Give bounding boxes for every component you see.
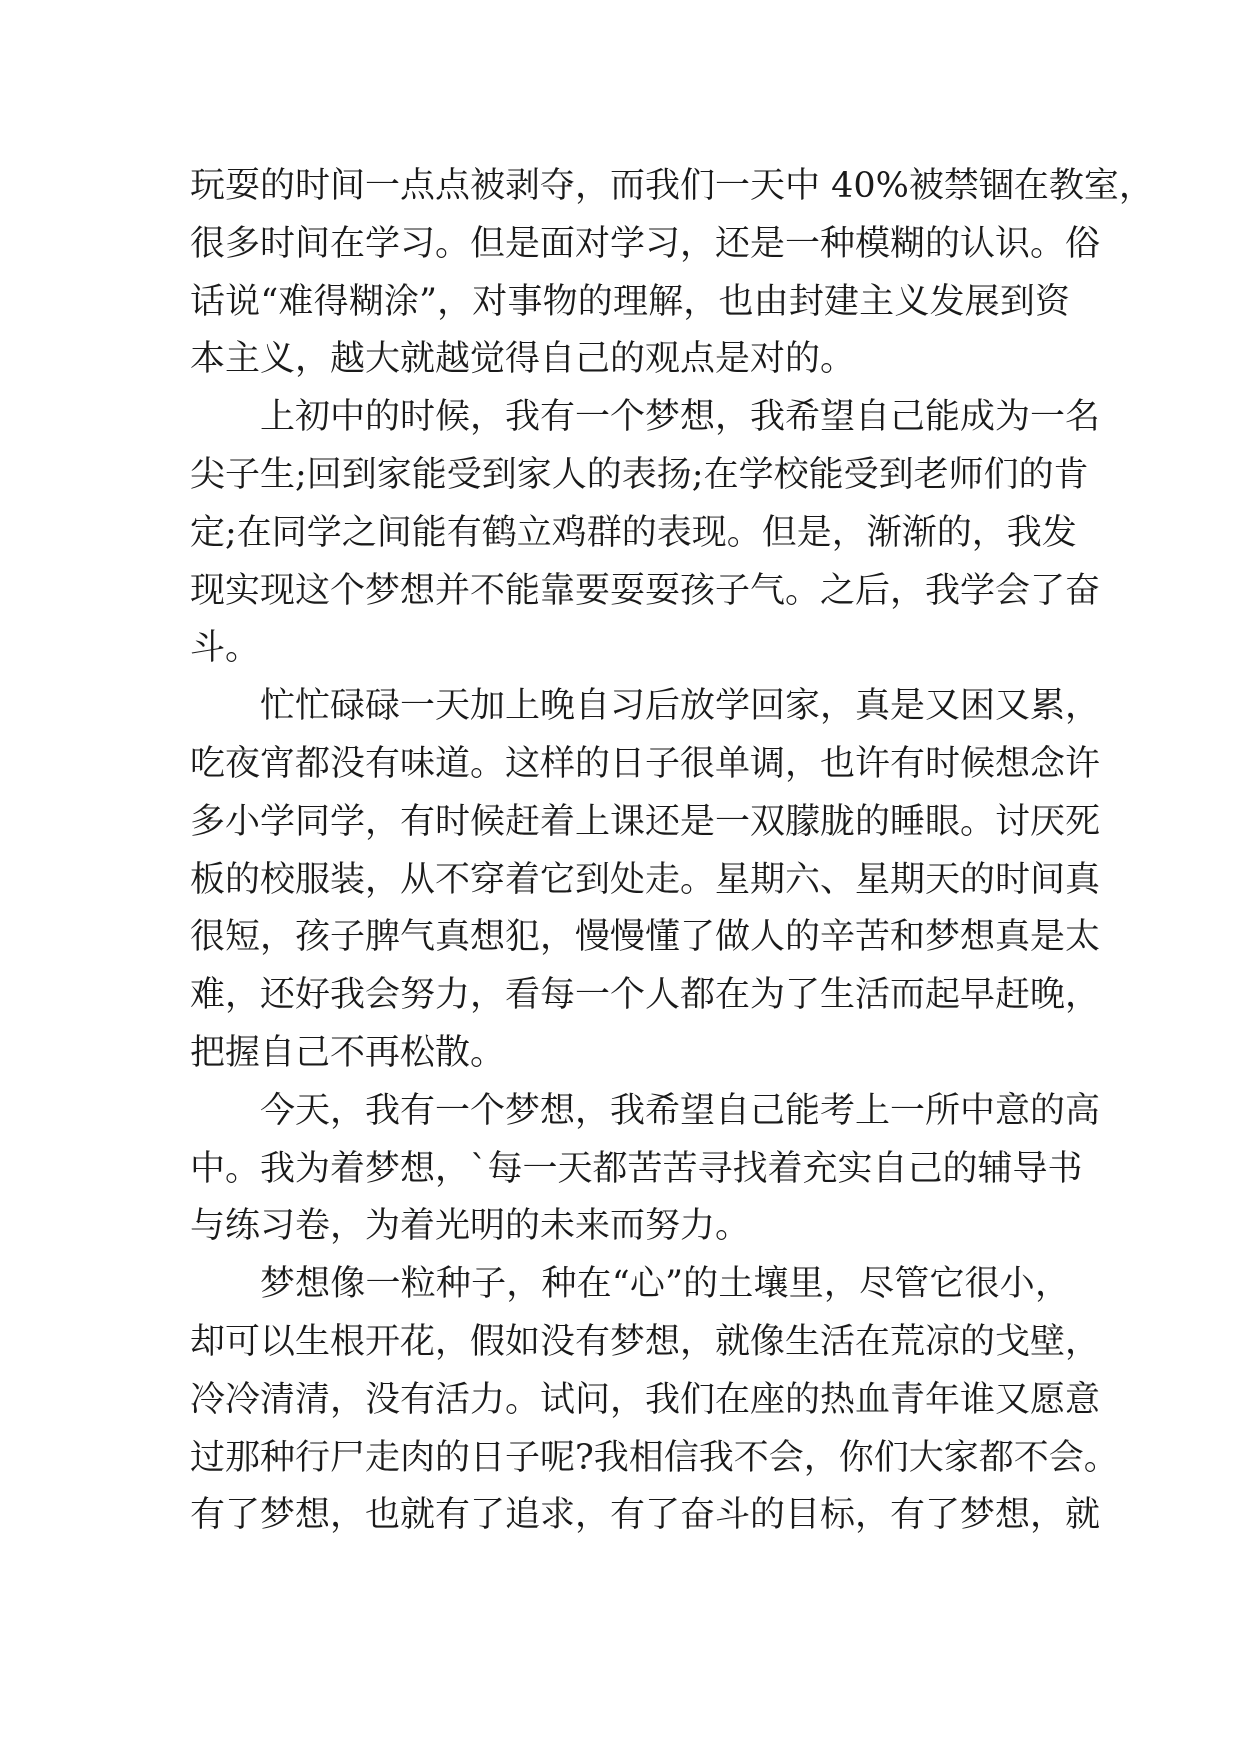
text-line: 多小学同学，有时候赶着上课还是一双朦胧的睡眼。讨厌死 (190, 801, 1101, 842)
text-line: 上初中的时候，我有一个梦想，我希望自己能成为一名 (260, 397, 1101, 438)
text-line: 难，还好我会努力，看每一个人都在为了生活而起早赶晚， (190, 975, 1101, 1016)
text-line: 忙忙碌碌一天加上晚自习后放学回家，真是又困又累， (260, 686, 1101, 727)
text-line: 过那种行尸走肉的日子呢?我相信我不会，你们大家都不会。 (190, 1437, 1119, 1478)
text-line: 很短，孩子脾气真想犯，慢慢懂了做人的辛苦和梦想真是太 (190, 917, 1101, 958)
text-line: 玩耍的时间一点点被剥夺，而我们一天中 40%被禁锢在教室， (190, 166, 1154, 206)
document-body (190, 158, 1154, 1545)
text-line: 今天，我有一个梦想，我希望自己能考上一所中意的高 (260, 1090, 1101, 1131)
text-line: 与练习卷，为着光明的未来而努力。 (190, 1206, 751, 1247)
text-line: 板的校服装，从不穿着它到处走。星期六、星期天的时间真 (190, 859, 1101, 900)
text-line: 吃夜宵都没有味道。这样的日子很单调，也许有时候想念许 (190, 743, 1101, 784)
text-line: 有了梦想，也就有了追求，有了奋斗的目标，有了梦想，就 (190, 1495, 1101, 1536)
text-line: 梦想像一粒种子，种在“心”的土壤里，尽管它很小， (260, 1264, 1070, 1305)
text-line: 斗。 (190, 628, 261, 669)
paragraph (190, 389, 1101, 678)
text-line: 尖子生;回到家能受到家人的表扬;在学校能受到老师们的肯 (190, 454, 1089, 495)
paragraph (190, 1083, 1101, 1256)
paragraph (190, 678, 1101, 1083)
text-line: 却可以生根开花，假如没有梦想，就像生活在荒凉的戈壁， (190, 1321, 1101, 1362)
text-line: 很多时间在学习。但是面对学习，还是一种模糊的认识。俗 (190, 223, 1101, 264)
text-line: 把握自己不再松散。 (190, 1032, 506, 1073)
text-line: 冷冷清清，没有活力。试问，我们在座的热血青年谁又愿意 (190, 1379, 1101, 1420)
text-line: 中。我为着梦想，`每一天都苦苦寻找着充实自己的辅导书 (190, 1148, 1083, 1189)
text-line: 话说“难得糊涂”，对事物的理解，也由封建主义发展到资 (190, 281, 1070, 322)
text-line: 定;在同学之间能有鹤立鸡群的表现。但是，渐渐的，我发 (190, 512, 1077, 553)
text-line: 本主义，越大就越觉得自己的观点是对的。 (190, 339, 856, 380)
paragraph (190, 158, 1154, 389)
text-line: 现实现这个梦想并不能靠要耍耍孩子气。之后，我学会了奋 (190, 570, 1101, 611)
paragraph (190, 1256, 1119, 1545)
